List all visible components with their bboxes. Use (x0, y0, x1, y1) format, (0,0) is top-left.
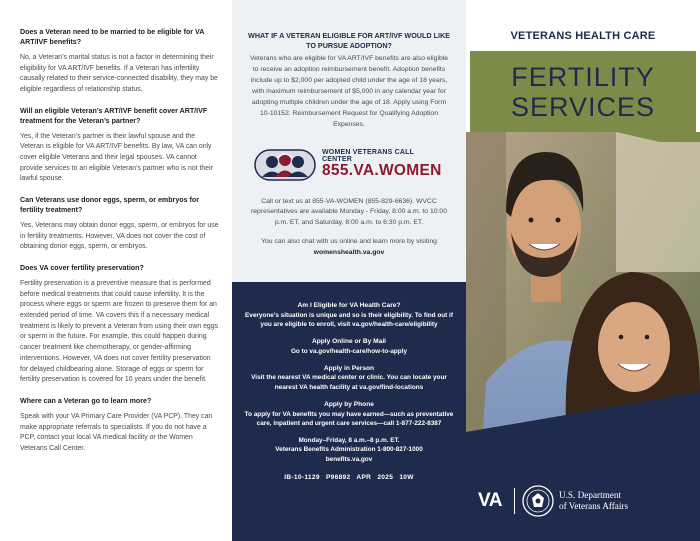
question-heading: Does a Veteran need to be married to be eligible for VA ART/IVF benefits? (20, 28, 205, 46)
section-title: Am I Eligible for VA Health Care? (297, 302, 401, 309)
answer-text: No, a Veteran’s marital status is not a factor in determining their eligibility for VA ART/IVF benefits. If a Veteran has infertility causally related to their service-connected disability, they may be eligible regardless of relationship status. (20, 53, 218, 93)
title-line-2: SERVICES (510, 92, 656, 123)
title-banner (470, 51, 696, 132)
section-body: To apply for VA benefits you may have earned—such as preventative care, inpatient and urgent care services—call 1-877-222-8387 (244, 410, 454, 427)
qa-donor-eggs (20, 196, 220, 253)
middle-column (232, 0, 466, 541)
dept-line-2: of Veterans Affairs (559, 500, 629, 511)
section-body: Go to va.gov/health-care/how-to-apply (290, 347, 408, 355)
section-body: Visit the nearest VA medical center or clinic. You can locate your nearest VA health facility at va.gov/find-locations (251, 374, 447, 391)
eligibility-panel (232, 282, 466, 541)
wvcc-number: 855.VA.WOMEN (322, 162, 442, 180)
qa-partner-coverage (20, 107, 220, 185)
wvcc-name: WOMEN VETERANS CALL CENTER (322, 149, 414, 164)
benefits-link[interactable]: benefits.va.gov (325, 455, 373, 463)
veterans-health-care-label: VETERANS HEALTH CARE (510, 30, 656, 42)
wvcc-logo (254, 145, 444, 185)
answer-text: Speak with your VA Primary Care Provider (VA PCP). They can make appropriate referrals to specialists. If you do not have a PCP, contact your local VA medical facility or the Women Veterans Call Center. (20, 412, 213, 452)
title-line-1: FERTILITY (511, 62, 655, 92)
left-column (0, 0, 232, 541)
chat-text: You can also chat with us online and learn more by visiting (261, 238, 437, 246)
section-body: Everyone’s situation is unique and so is their eligibility. To find out if you are eligible to enroll, visit va.gov/health-care/eligibility (245, 311, 453, 328)
section-title: Apply by Phone (324, 401, 374, 409)
question-heading: Does VA cover fertility preservation? (20, 263, 144, 272)
question-heading: Will an eligible Veteran’s ART/IVF benefit cover ART/IVF treatment for the Veteran’s partner? (20, 106, 208, 125)
adoption-heading: WHAT IF A VETERAN ELIGIBLE FOR ART/IVF WOULD LIKE TO PURSUE ADOPTION? (248, 31, 450, 50)
hours-line: Monday–Friday, 8 a.m.–8 p.m. ET. (298, 437, 400, 445)
hours-info (244, 436, 454, 464)
couple-photo (466, 132, 700, 541)
wvcc-wordmark (322, 149, 444, 179)
va-logo: VA (478, 490, 502, 511)
vba-phone-line: Veterans Benefits Administration 1-800-827-1000 (275, 446, 423, 454)
answer-text: Yes, if the Veteran’s partner is their lawful spouse and the Veteran is eligible for VA ART/IVF benefits. By law, VA can only cover eligible Veterans and their legal spouses. VA cannot provide services to an eligible Veteran’s partner who is not their lawful spouse. (20, 132, 213, 183)
apply-by-phone-section (244, 400, 454, 428)
section-title: Apply Online or By Mail (311, 338, 386, 346)
eligibility-section (244, 301, 454, 329)
question-heading: Can Veterans use donor eggs, sperm, or embryos for fertility treatment? (20, 196, 199, 214)
section-title: Apply in Person (323, 364, 375, 372)
apply-online-section (244, 337, 454, 356)
adoption-info-panel (232, 0, 466, 282)
answer-text: Yes, Veterans may obtain donor eggs, sperm, or embryos for use in fertility treatments. However, VA does not cover the cost of obtaining donor eggs, sperm, or embryos. (20, 221, 219, 251)
right-column (466, 0, 700, 541)
qa-marital-status (20, 28, 220, 96)
apply-in-person-section (244, 364, 454, 392)
qa-learn-more (20, 397, 220, 455)
va-seal-icon (522, 485, 554, 517)
call-info: Call or text us at 855-VA-WOMEN (855-829-6636). WVCC representatives are available Monday - Friday, 8:00 a.m. to 10:00 p.m. ET, and Saturday, 8:00 a.m. to 6:30 p.m. ET. (251, 197, 447, 227)
answer-text: Fertility preservation is a preventive measure that is performed before medical treatments that could cause infertility. It is the process where eggs or sperm are frozen to preserve them for an extended period of time. VA covers this if a necessary medical treatment is likely to prevent a Veteran from using their own eggs or sperm in the future. For example, this could happen during cancer treatment like chemotherapy, or gender-affirming interventions. However, VA does not cover fertility preservation for delayed childbearing alone. Storage of eggs or sperm for fertility preservation is covered for 10 years under the benefit. (20, 279, 219, 384)
form-codes: IB-10-1129 P96892 APR 2025 10W (284, 474, 414, 481)
womenshealth-link[interactable]: womenshealth.va.gov (313, 249, 385, 257)
chat-info (248, 237, 450, 259)
department-name (559, 490, 628, 511)
logo-divider (514, 488, 515, 514)
adoption-body: Veterans who are eligible for VA ART/IVF benefits are also eligible to receive an adoption reimbursement benefit. Adoption benefits include up to $2,000 per adopted child under the age of 18 years, with maximum reimbursement of $5,000 in any calendar year for adopting multiple children under the age of 18. Apply using Form 10-10152: Reimbursement Request for Qualifying Adoption Expenses. (249, 55, 449, 128)
dept-line-1: U.S. Department (559, 490, 622, 500)
question-heading: Where can a Veteran go to learn more? (20, 396, 152, 405)
qa-fertility-preservation (20, 264, 220, 386)
headset-women-icon (254, 147, 316, 183)
